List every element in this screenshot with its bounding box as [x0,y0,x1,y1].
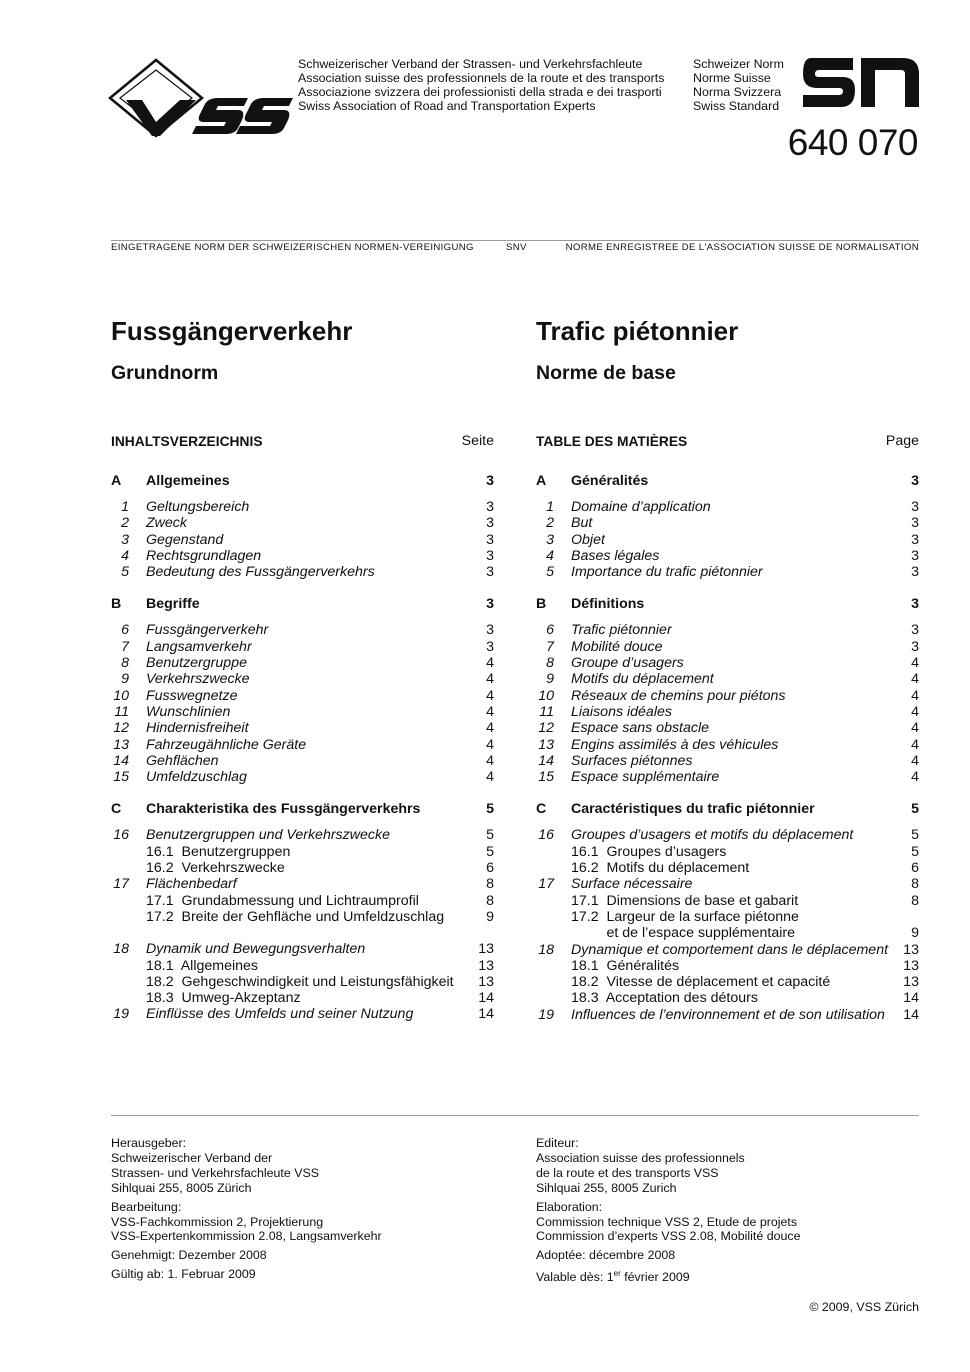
entry-page: 3 [911,564,919,581]
toc-header [536,433,919,473]
entry-number: 3 [546,531,554,548]
entry-title: 17.2 Largeur de la surface piétonne [571,908,799,925]
toc-entry-row [536,844,919,860]
entry-title: 18.3 Acceptation des détours [571,990,758,1007]
toc-entry-row [536,499,919,515]
section-page: 5 [486,801,494,818]
toc-entries [536,473,919,1023]
entry-title: 16.1 Benutzergruppen [146,843,291,860]
entry-number: 11 [539,703,554,720]
entry-title: Surface nécessaire [571,876,693,893]
entry-page: 3 [911,547,919,564]
toc-entry-row [536,876,919,892]
entry-page: 3 [486,547,494,564]
toc-page-label: Page [885,433,919,449]
entry-number: 8 [546,655,554,672]
toc-entry-row [111,958,494,974]
association-name-fr: Association suisse des professionnels de la route et des transports [298,71,665,85]
entry-title: Engins assimilés à des véhicules [571,736,779,753]
entry-title: Benutzergruppe [146,655,247,672]
entry-number: 10 [538,687,554,704]
footer-fr [536,1136,800,1289]
svg-text:VSS: VSS [108,58,111,59]
entry-page: 13 [478,941,494,958]
entry-page: 4 [911,671,919,688]
association-name-en: Swiss Association of Road and Transportation Experts [298,99,596,113]
entry-number: 8 [121,655,129,672]
toc-entry-row [111,532,494,548]
toc-entry-row [111,548,494,564]
entry-title: Groupes d’usagers et motifs du déplacement [571,827,854,844]
entry-page: 5 [911,843,919,860]
entry-number: 5 [546,564,554,581]
section-title: Caractéristiques du trafic piétonnier [571,801,815,818]
entry-page: 3 [911,531,919,548]
entry-title: Fusswegnetze [146,687,238,704]
entry-title: Motifs du déplacement [571,671,714,688]
entry-page: 3 [486,515,494,532]
entry-title: 18.1 Allgemeines [146,957,258,974]
entry-page: 4 [911,736,919,753]
publisher-line: Strassen- und Verkehrsfachleute VSS [111,1165,320,1180]
entry-page: 4 [911,720,919,737]
toc-entry-row [536,860,919,876]
entry-page: 4 [486,752,494,769]
section-block-gap [536,785,919,801]
header-divider [111,240,919,241]
entry-page: 4 [486,720,494,737]
processing-label: Elaboration: [536,1199,603,1214]
toc-entry-row [536,753,919,769]
entry-number: 18 [113,941,129,958]
entry-title: 18.1 Généralités [571,957,680,974]
section-block-gap [111,580,494,596]
entry-number: 11 [114,703,129,720]
toc-entries [111,473,494,1023]
entry-title: Gegenstand [146,531,224,548]
toc-entry-row [111,515,494,531]
entry-title: Benutzergruppen und Verkehrszwecke [146,827,390,844]
toc-entry-row [536,958,919,974]
entry-page: 4 [486,687,494,704]
toc-section-row [536,473,919,490]
entry-number: 5 [121,564,129,581]
svg-text:SN: SN [803,58,805,59]
entry-number: 4 [121,547,129,564]
toc-entry-row [536,942,919,958]
entry-page: 3 [911,515,919,532]
section-title: Begriffe [146,596,200,613]
entry-page: 4 [486,671,494,688]
footer-de [111,1136,382,1286]
entry-number: 15 [538,769,554,786]
entry-page: 3 [486,622,494,639]
toc-entry-row [536,639,919,655]
entry-page: 4 [486,736,494,753]
publisher-block [111,1136,382,1196]
association-name-it: Associazione svizzera dei professionisti della strada e dei trasporti [298,85,662,99]
entry-title: Espace supplémentaire [571,769,720,786]
entry-title: Groupe d’usagers [571,655,684,672]
valid-suffix: février 2009 [620,1270,690,1285]
entry-number: 19 [113,1006,129,1023]
entry-number: 14 [538,752,554,769]
publisher-line: de la route et des transports VSS [536,1165,719,1180]
entry-page: 3 [911,499,919,515]
section-letter: C [111,801,122,818]
entry-title: But [571,515,593,532]
standard-name-fr: Norme Suisse [693,71,771,85]
entry-number: 18 [538,941,554,958]
registration-snv: SNV [506,242,527,253]
toc-fr [536,433,919,1023]
toc-section-row [111,801,494,818]
valid-date: Gültig ab: 1. Februar 2009 [111,1267,256,1282]
section-page: 3 [486,596,494,613]
section-title: Allgemeines [146,473,230,489]
toc-entry-row [536,564,919,580]
entry-number: 16 [113,827,129,844]
vss-logo [108,58,293,140]
entry-page: 3 [486,564,494,581]
toc-entry-row [111,720,494,736]
toc-entry-row [536,827,919,843]
entry-page: 14 [478,990,494,1007]
toc-entry-row [536,974,919,990]
entry-title: Trafic piétonnier [571,622,672,639]
entry-number: 12 [538,720,554,737]
section-letter: A [536,473,547,489]
toc-section-row [536,801,919,818]
entry-number: 13 [113,736,129,753]
section-title: Définitions [571,596,645,613]
toc-entry-row [111,737,494,753]
toc-entry-row [111,974,494,990]
entry-title: 16.1 Groupes d’usagers [571,843,727,860]
entry-number: 1 [546,499,554,515]
toc-entry-row [111,909,494,925]
processing-line: VSS-Fachkommission 2, Projektierung [111,1214,324,1229]
registration-note-de: EINGETRAGENE NORM DER SCHWEIZERISCHEN NORMEN-VEREINIGUNG [111,242,474,253]
toc-spacer [111,925,494,941]
entry-title: Liaisons idéales [571,703,672,720]
publisher-line: Sihlquai 255, 8005 Zürich [111,1180,252,1195]
section-gap [536,613,919,622]
toc-entry-row [111,622,494,638]
entry-number: 17 [538,876,554,893]
entry-page: 6 [911,860,919,877]
entry-page: 13 [478,973,494,990]
entry-page: 3 [486,499,494,515]
title-de: Fussgängerverkehr [111,316,353,346]
subtitle-de: Grundnorm [111,362,219,384]
entry-title: Influences de l’environnement et de son utilisation [571,1006,885,1023]
entry-title: Flächenbedarf [146,876,237,893]
entry-page: 3 [911,638,919,655]
entry-page: 9 [911,925,919,942]
publisher-block [536,1136,800,1196]
section-page: 3 [911,596,919,613]
entry-title: 16.2 Verkehrszwecke [146,860,285,877]
valid-date [536,1267,800,1285]
entry-title: Geltungsbereich [146,499,250,515]
association-names [298,57,664,113]
entry-title: Langsamverkehr [146,638,252,655]
entry-page: 8 [911,892,919,909]
entry-title: Importance du trafic piétonnier [571,564,763,581]
toc-section-row [111,473,494,490]
entry-page: 4 [486,655,494,672]
entry-number: 2 [121,515,129,532]
subtitle-fr: Norme de base [536,362,676,384]
entry-title: Dynamique et comportement dans le déplacement [571,941,889,958]
toc-entry-row [536,720,919,736]
entry-number: 16 [538,827,554,844]
standard-name-en: Swiss Standard [693,99,780,113]
section-letter: B [536,596,547,613]
entry-title: Einflüsse des Umfelds und seiner Nutzung [146,1006,414,1023]
valid-prefix: Valable dès: 1 [536,1270,614,1285]
entry-number: 19 [538,1006,554,1023]
toc-entry-row [536,655,919,671]
processing-line: Commission technique VSS 2, Etude de projets [536,1214,798,1229]
toc-entry-row [111,876,494,892]
toc-entry-row [111,893,494,909]
entry-page: 5 [486,843,494,860]
entry-number: 6 [546,622,554,639]
entry-title: Bases légales [571,547,660,564]
approved-date: Genehmigt: Dezember 2008 [111,1248,267,1263]
toc-section-row [536,596,919,613]
publisher-label: Editeur: [536,1136,579,1150]
publisher-label: Herausgeber: [111,1136,187,1150]
entry-title: Domaine d’application [571,499,711,515]
toc-entry-row [536,515,919,531]
toc-entry-row [536,769,919,785]
standard-number: 640 070 [787,122,918,163]
entry-number: 7 [121,638,129,655]
entry-page: 8 [486,892,494,909]
processing-block [111,1200,382,1245]
toc-entry-row [111,769,494,785]
toc-section-row [111,596,494,613]
entry-number: 10 [113,687,129,704]
toc-entry-row [111,753,494,769]
section-gap [111,490,494,499]
toc-entry-row [536,737,919,753]
valid-sup: er [613,1269,621,1279]
toc-entry-row [111,844,494,860]
entry-number: 17 [113,876,129,893]
section-page: 5 [911,801,919,818]
toc-entry-row [536,925,919,941]
entry-number: 9 [121,671,129,688]
toc-entry-row [536,909,919,925]
toc-entry-row [536,671,919,687]
section-letter: A [111,473,122,489]
toc-entry-row [111,704,494,720]
entry-title: Verkehrszwecke [146,671,250,688]
sn-logo [803,58,919,108]
entry-title: Hindernisfreiheit [146,720,249,737]
toc-entry-row [111,655,494,671]
toc-entry-row [536,548,919,564]
entry-page: 4 [911,752,919,769]
entry-title: Dynamik und Bewegungsverhalten [146,941,366,958]
toc-entry-row [536,990,919,1006]
entry-number: 4 [546,547,554,564]
publisher-line: Association suisse des professionnels [536,1150,745,1165]
entry-number: 9 [546,671,554,688]
toc-entry-row [536,688,919,704]
section-gap [536,490,919,499]
entry-page: 13 [903,957,919,974]
section-title: Généralités [571,473,649,489]
entry-page: 14 [903,1006,919,1023]
toc-entry-row [111,827,494,843]
entry-page: 5 [911,827,919,844]
section-block-gap [536,580,919,596]
registration-note-fr: NORME ENREGISTREE DE L'ASSOCIATION SUISSE DE NORMALISATION [565,242,919,253]
toc-entry-row [536,532,919,548]
entry-number: 6 [121,622,129,639]
entry-title: Réseaux de chemins pour piétons [571,687,786,704]
entry-number: 15 [113,769,129,786]
entry-title: Gehflächen [146,752,219,769]
entry-number: 3 [121,531,129,548]
processing-line: Commission d’experts VSS 2.08, Mobilité douce [536,1229,801,1244]
toc-entry-row [536,893,919,909]
entry-title: Espace sans obstacle [571,720,710,737]
entry-page: 13 [903,941,919,958]
association-name-de: Schweizerischer Verband der Strassen- und Verkehrsfachleute [298,57,643,71]
standard-name-it: Norma Svizzera [693,85,782,99]
entry-title: Fahrzeugähnliche Geräte [146,736,307,753]
processing-label: Bearbeitung: [111,1199,182,1214]
standard-name-de: Schweizer Norm [693,57,784,71]
toc-entry-row [111,941,494,957]
approved-date: Adoptée: décembre 2008 [536,1248,676,1263]
entry-page: 3 [486,531,494,548]
entry-number: 7 [546,638,554,655]
entry-title: 17.2 Breite der Gehfläche und Umfeldzuschlag [146,908,445,925]
entry-page: 4 [911,769,919,786]
entry-title: 18.3 Umweg-Akzeptanz [146,990,301,1007]
entry-page: 3 [486,638,494,655]
toc-entry-row [111,639,494,655]
entry-page: 8 [911,876,919,893]
toc-page-label: Seite [461,433,494,449]
toc-entry-row [536,704,919,720]
title-fr: Trafic piétonnier [536,316,739,346]
entry-title: et de l’espace supplémentaire [571,925,795,942]
entry-page: 13 [903,974,919,991]
section-gap [536,818,919,827]
publisher-line: Sihlquai 255, 8005 Zurich [536,1180,677,1195]
section-letter: B [111,596,122,613]
toc-de [111,433,494,1023]
toc-entry-row [111,671,494,687]
entry-title: Zweck [146,515,187,532]
footer-divider [111,1115,919,1116]
entry-page: 14 [478,1006,494,1023]
entry-page: 3 [911,622,919,639]
entry-number: 1 [121,499,129,515]
toc-entry-row [536,1007,919,1023]
section-page: 3 [486,473,494,489]
copyright: © 2009, VSS Zürich [809,1300,919,1314]
section-gap [111,818,494,827]
entry-page: 4 [486,769,494,786]
entry-number: 14 [113,752,129,769]
toc-entry-row [111,564,494,580]
toc-entry-row [111,499,494,515]
entry-page: 4 [486,703,494,720]
entry-page: 5 [486,827,494,844]
entry-title: Umfeldzuschlag [146,769,247,786]
section-page: 3 [911,473,919,489]
toc-heading: INHALTSVERZEICHNIS [111,434,263,449]
entry-page: 4 [911,703,919,720]
entry-title: Wunschlinien [146,703,231,720]
section-title: Charakteristika des Fussgängerverkehrs [146,801,421,818]
section-block-gap [111,785,494,801]
entry-page: 14 [903,990,919,1007]
entry-title: 16.2 Motifs du déplacement [571,860,750,877]
entry-title: Bedeutung des Fussgängerverkehrs [146,564,375,581]
entry-number: 12 [113,720,129,737]
processing-line: VSS-Expertenkommission 2.08, Langsamverkehr [111,1229,382,1244]
entry-title: 17.1 Dimensions de base et gabarit [571,892,799,909]
toc-entry-row [111,688,494,704]
entry-page: 4 [911,655,919,672]
entry-page: 4 [911,687,919,704]
entry-page: 9 [486,908,494,925]
entry-title: Surfaces piétonnes [571,752,693,769]
publisher-line: Schweizerischer Verband der [111,1150,273,1165]
entry-title: Mobilité douce [571,638,663,655]
standard-names [693,57,784,113]
toc-heading: TABLE DES MATIÈRES [536,434,688,449]
section-letter: C [536,801,547,818]
toc-entry-row [111,860,494,876]
section-gap [111,613,494,622]
entry-title: 17.1 Grundabmessung und Lichtraumprofil [146,892,419,909]
entry-page: 13 [478,957,494,974]
entry-title: Fussgängerverkehr [146,622,269,639]
entry-title: Objet [571,531,605,548]
entry-page: 8 [486,876,494,893]
toc-entry-row [111,990,494,1006]
toc-entry-row [536,622,919,638]
toc-header [111,433,494,473]
entry-number: 13 [538,736,554,753]
entry-title: 18.2 Gehgeschwindigkeit und Leistungsfähigkeit [146,973,454,990]
processing-block [536,1200,800,1245]
entry-page: 6 [486,860,494,877]
entry-title: Rechtsgrundlagen [146,547,262,564]
entry-number: 2 [546,515,554,532]
toc-entry-row [111,1006,494,1022]
entry-title: 18.2 Vitesse de déplacement et capacité [571,974,831,991]
